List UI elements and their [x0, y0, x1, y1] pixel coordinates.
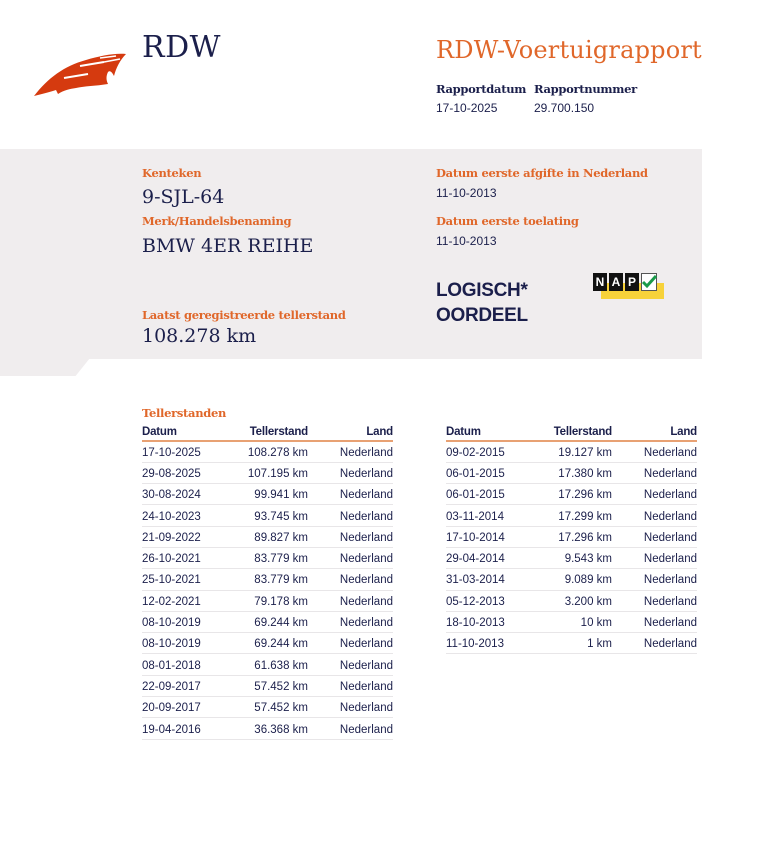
cell-datum: 18-10-2013 — [446, 611, 534, 632]
kenteken-value: 9-SJL-64 — [142, 186, 225, 208]
cell-land: Nederland — [612, 590, 697, 611]
report-number — [534, 82, 637, 115]
table-row — [142, 441, 393, 462]
col-header-datum: Datum — [446, 424, 534, 441]
cell-tellerstand: 3.200 km — [534, 590, 612, 611]
report-number-label: Rapportnummer — [534, 82, 637, 96]
table-row — [142, 547, 393, 568]
cell-datum: 29-04-2014 — [446, 547, 534, 568]
cell-tellerstand: 9.543 km — [534, 547, 612, 568]
cell-land: Nederland — [308, 547, 393, 568]
col-header-tellerstand: Tellerstand — [230, 424, 308, 441]
table-row — [142, 675, 393, 696]
last-odometer-label: Laatst geregistreerde tellerstand — [142, 308, 346, 322]
cell-datum: 25-10-2021 — [142, 569, 230, 590]
col-header-datum: Datum — [142, 424, 230, 441]
cell-tellerstand: 17.299 km — [534, 505, 612, 526]
panel-tab-decoration — [0, 358, 90, 376]
cell-tellerstand: 17.296 km — [534, 526, 612, 547]
checkmark-icon — [641, 273, 657, 291]
cell-tellerstand: 57.452 km — [230, 697, 308, 718]
cell-land: Nederland — [612, 484, 697, 505]
cell-tellerstand: 79.178 km — [230, 590, 308, 611]
cell-datum: 20-09-2017 — [142, 697, 230, 718]
cell-land: Nederland — [612, 633, 697, 654]
table-row — [446, 633, 697, 654]
table-row — [446, 547, 697, 568]
cell-tellerstand: 99.941 km — [230, 484, 308, 505]
judgement-line2: OORDEEL — [436, 305, 528, 326]
cell-datum: 09-02-2015 — [446, 441, 534, 462]
cell-tellerstand: 1 km — [534, 633, 612, 654]
report-number-value: 29.700.150 — [534, 101, 595, 115]
cell-tellerstand: 93.745 km — [230, 505, 308, 526]
cell-land: Nederland — [612, 441, 697, 462]
col-header-land: Land — [612, 424, 697, 441]
nap-badge — [593, 273, 664, 301]
cell-land: Nederland — [308, 462, 393, 483]
table-row — [142, 484, 393, 505]
cell-tellerstand: 108.278 km — [230, 441, 308, 462]
table-row — [446, 484, 697, 505]
cell-land: Nederland — [308, 633, 393, 654]
cell-land: Nederland — [612, 547, 697, 568]
cell-datum: 21-09-2022 — [142, 526, 230, 547]
cell-land: Nederland — [308, 611, 393, 632]
cell-datum: 08-10-2019 — [142, 611, 230, 632]
merk-label: Merk/Handelsbenaming — [142, 214, 292, 228]
rdw-feather-logo-icon — [34, 48, 128, 98]
report-date — [436, 82, 526, 115]
cell-datum: 31-03-2014 — [446, 569, 534, 590]
nap-letter-p: P — [625, 273, 639, 291]
kenteken-label: Kenteken — [142, 166, 202, 180]
cell-datum: 06-01-2015 — [446, 484, 534, 505]
odometer-table-left — [142, 424, 393, 740]
cell-tellerstand: 61.638 km — [230, 654, 308, 675]
table-row — [142, 611, 393, 632]
table-row — [446, 441, 697, 462]
cell-tellerstand: 17.296 km — [534, 484, 612, 505]
table-row — [142, 697, 393, 718]
judgement-line1: LOGISCH* — [436, 280, 528, 301]
table-row — [142, 569, 393, 590]
cell-tellerstand: 9.089 km — [534, 569, 612, 590]
cell-land: Nederland — [308, 718, 393, 739]
table-row — [446, 590, 697, 611]
table-row — [142, 590, 393, 611]
nap-letter-a: A — [609, 273, 623, 291]
cell-datum: 11-10-2013 — [446, 633, 534, 654]
table-row — [142, 526, 393, 547]
cell-datum: 30-08-2024 — [142, 484, 230, 505]
cell-tellerstand: 69.244 km — [230, 633, 308, 654]
cell-datum: 12-02-2021 — [142, 590, 230, 611]
col-header-tellerstand: Tellerstand — [534, 424, 612, 441]
cell-datum: 08-10-2019 — [142, 633, 230, 654]
brand-name: RDW — [142, 30, 221, 65]
cell-land: Nederland — [308, 590, 393, 611]
first-issue-nl-value: 11-10-2013 — [436, 186, 497, 200]
col-header-land: Land — [308, 424, 393, 441]
cell-land: Nederland — [308, 505, 393, 526]
cell-tellerstand: 10 km — [534, 611, 612, 632]
table-row — [142, 718, 393, 739]
cell-datum: 17-10-2014 — [446, 526, 534, 547]
cell-land: Nederland — [308, 675, 393, 696]
cell-tellerstand: 17.380 km — [534, 462, 612, 483]
table-row — [446, 526, 697, 547]
report-date-label: Rapportdatum — [436, 82, 527, 96]
cell-datum: 08-01-2018 — [142, 654, 230, 675]
cell-tellerstand: 83.779 km — [230, 569, 308, 590]
first-issue-nl-label: Datum eerste afgifte in Nederland — [436, 166, 648, 180]
table-header-row — [142, 424, 393, 441]
cell-tellerstand: 57.452 km — [230, 675, 308, 696]
cell-datum: 24-10-2023 — [142, 505, 230, 526]
table-row — [142, 462, 393, 483]
odometer-rows-left — [142, 441, 393, 739]
cell-land: Nederland — [308, 654, 393, 675]
cell-datum: 19-04-2016 — [142, 718, 230, 739]
cell-datum: 05-12-2013 — [446, 590, 534, 611]
cell-datum: 26-10-2021 — [142, 547, 230, 568]
table-header-row — [446, 424, 697, 441]
table-row — [142, 505, 393, 526]
cell-land: Nederland — [308, 569, 393, 590]
first-admission-label: Datum eerste toelating — [436, 214, 579, 228]
first-admission-value: 11-10-2013 — [436, 234, 497, 248]
cell-tellerstand: 107.195 km — [230, 462, 308, 483]
table-row — [446, 462, 697, 483]
table-row — [446, 505, 697, 526]
cell-land: Nederland — [612, 526, 697, 547]
cell-land: Nederland — [612, 611, 697, 632]
odometer-section-title: Tellerstanden — [142, 406, 227, 420]
cell-datum: 06-01-2015 — [446, 462, 534, 483]
cell-land: Nederland — [308, 526, 393, 547]
cell-tellerstand: 36.368 km — [230, 718, 308, 739]
cell-land: Nederland — [612, 569, 697, 590]
cell-land: Nederland — [612, 462, 697, 483]
cell-tellerstand: 83.779 km — [230, 547, 308, 568]
cell-datum: 29-08-2025 — [142, 462, 230, 483]
cell-tellerstand: 19.127 km — [534, 441, 612, 462]
odometer-table-right — [446, 424, 697, 654]
table-row — [446, 611, 697, 632]
report-title: RDW-Voertuigrapport — [436, 36, 702, 64]
cell-datum: 17-10-2025 — [142, 441, 230, 462]
odometer-judgement — [436, 278, 528, 328]
odometer-rows-right — [446, 441, 697, 654]
cell-land: Nederland — [308, 441, 393, 462]
cell-land: Nederland — [308, 697, 393, 718]
cell-datum: 22-09-2017 — [142, 675, 230, 696]
table-row — [446, 569, 697, 590]
cell-tellerstand: 89.827 km — [230, 526, 308, 547]
report-date-value: 17-10-2025 — [436, 101, 498, 115]
nap-letter-n: N — [593, 273, 607, 291]
cell-datum: 03-11-2014 — [446, 505, 534, 526]
cell-land: Nederland — [612, 505, 697, 526]
merk-value: BMW 4ER REIHE — [142, 235, 314, 257]
cell-land: Nederland — [308, 484, 393, 505]
last-odometer-value: 108.278 km — [142, 325, 257, 347]
table-row — [142, 633, 393, 654]
cell-tellerstand: 69.244 km — [230, 611, 308, 632]
vehicle-summary-panel — [0, 149, 702, 359]
table-row — [142, 654, 393, 675]
